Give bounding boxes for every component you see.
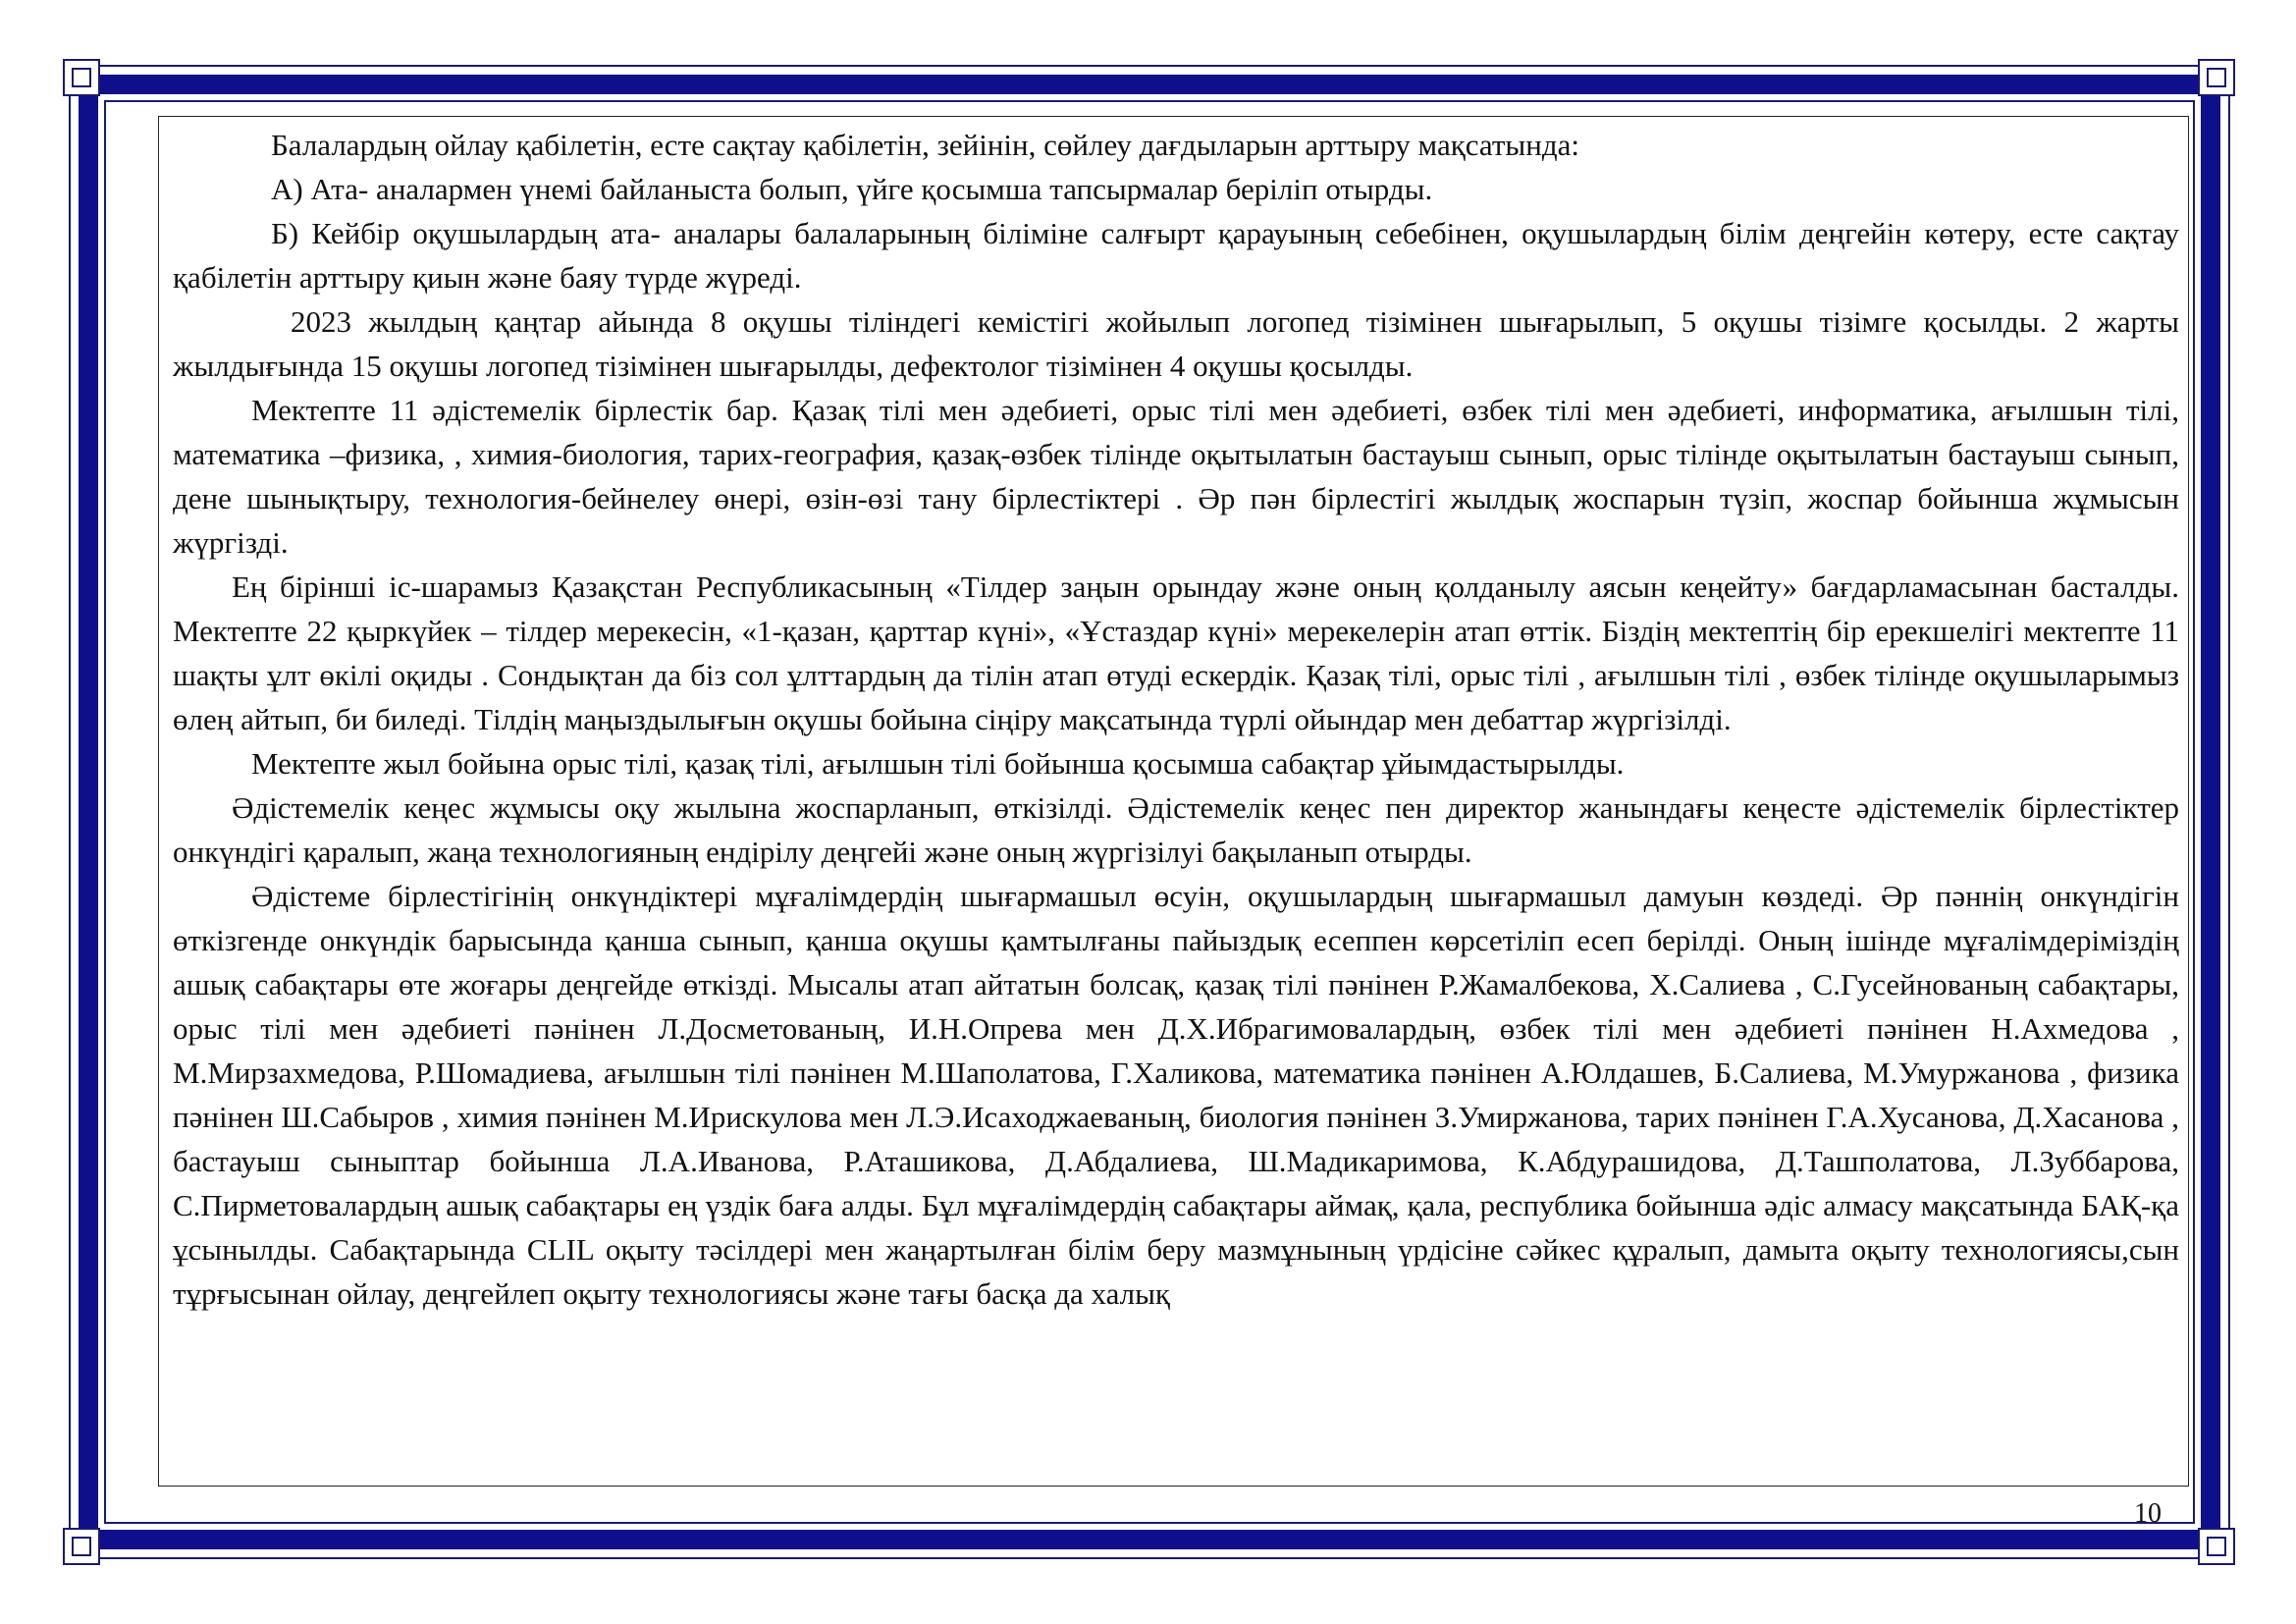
paragraph-item-b: Б) Кейбір оқушылардың ата- аналары балаларының біліміне салғырт қарауының себебінен, оқушылардың білім деңгейін көтеру, есте сақтау қабілетін арттыру қиын және баяу түрде жүреді. [173, 216, 2179, 295]
frame-corner-ornament [63, 1528, 100, 1565]
paragraph-2023-speech-therapy: 2023 жылдың қаңтар айында 8 оқушы тіліндегі кемістігі жойылып логопед тізімінен шығарылып, 5 оқушы тізімге қосылды. 2 жарты жылдығында 15 оқушы логопед тізімінен шығарылды, дефектолог тізімінен 4 оқушы қосылды. [173, 304, 2179, 383]
document-text-box [158, 116, 2189, 1487]
frame-corner-ornament [2198, 59, 2235, 96]
paragraph-intro: Балалардың ойлау қабілетін, есте сақтау қабілетін, зейінін, сөйлеу дағдыларын арттыру мақсатында: [271, 128, 1579, 162]
paragraph-item-a: А) Ата- аналармен үнемі байланыста болып, үйге қосымша тапсырмалар беріліп отырды. [271, 172, 1433, 206]
page-number: 10 [2134, 1498, 2162, 1524]
frame-corner-ornament [63, 59, 100, 96]
paragraph-methodical-associations: Мектепте 11 әдістемелік бірлестік бар. Қазақ тілі мен әдебиеті, орыс тілі мен әдебиеті, өзбек тілі мен әдебиеті, информатика, ағылшын тілі, математика –физика, , химия-биология, тарих-география, қазақ-өзбек тілінде оқытылатын бастауыш сынып, орыс тілінде оқытылатын бастауыш сынып, дене шынықтыру, технология-бейнелеу өнері, өзін-өзі тану бірлестіктері . Әр пән бірлестігі жылдық жоспарын түзіп, жоспар бойынша жұмысын жүргізді. [173, 393, 2179, 560]
frame-corner-ornament [2198, 1528, 2235, 1565]
paragraph-extra-lessons: Мектепте жыл бойына орыс тілі, қазақ тілі, ағылшын тілі бойынша қосымша сабақтар ұйымдастырылды. [251, 746, 1625, 781]
paragraph-methodical-council: Әдістемелік кеңес жұмысы оқу жылына жоспарланып, өткізілді. Әдістемелік кеңес пен директор жанындағы кеңесте әдістемелік бірлестіктер онкүндігі қаралып, жаңа технологияның ендірілу деңгейі және оның жүргізілуі бақыланып отырды. [173, 790, 2179, 869]
paragraph-subject-weeks: Әдістеме бірлестігінің онкүндіктері мұғалімдердің шығармашыл өсуін, оқушылардың шығармашыл дамуын көздеді. Әр пәннің онкүндігін өткізгенде онкүндік барысында қанша сынып, қанша оқушы қамтылғаны пайыздық есеппен көрсетіліп есеп берілді. Оның ішінде мұғалімдеріміздің ашық сабақтары өте жоғары деңгейде өткізді. Мысалы атап айтатын болсақ, қазақ тілі пәнінен Р.Жамалбекова, Х.Салиева , С.Гусейнованың сабақтары, орыс тілі мен әдебиеті пәнінен Л.Досметованың, И.Н.Опрева мен Д.Х.Ибрагимовалардың, өзбек тілі мен әдебиеті пәнінен Н.Ахмедова , М.Мирзахмедова, Р.Шомадиева, ағылшын тілі пәнінен М.Шаполатова, Г.Халикова, математика пәнінен А.Юлдашев, Б.Салиева, М.Умуржанова , физика пәнінен Ш.Сабыров , химия пәнінен М.Ирискулова мен Л.Э.Исаходжаеваның, биология пәнінен З.Умиржанова, тарих пәнінен Г.А.Хусанова, Д.Хасанова , бастауыш сыныптар бойынша Л.А.Иванова, Р.Аташикова, Д.Абдалиева, Ш.Мадикаримова, К.Абдурашидова, Д.Ташполатова, Л.Зуббарова, С.Пирметовалардың ашық сабақтары ең үздік баға алды. Бұл мұғалімдердің сабақтары аймақ, қала, республика бойынша әдіс алмасу мақсатында БАҚ-қа ұсынылды. Сабақтарында CLIL оқыту тәсілдері мен жаңартылған білім беру мазмұнының үрдісіне сәйкес құралып, дамыта оқыту технологиясы,сын тұрғысынан ойлау, деңгейлеп оқыту технологиясы және тағы басқа да халық [173, 879, 2179, 1311]
paragraph-languages-program: Ең бірінші іс-шарамыз Қазақстан Республикасының «Тілдер заңын орындау және оның қолданылу аясын кеңейту» бағдарламасынан басталды. Мектепте 22 қыркүйек – тілдер мерекесін, «1-қазан, қарттар күні», «Ұстаздар күні» мерекелерін атап өттік. Біздің мектептің бір ерекшелігі мектепте 11 шақты ұлт өкілі оқиды . Сондықтан да біз сол ұлттардың да тілін атап өтуді ескердік. Қазақ тілі, орыс тілі , ағылшын тілі , өзбек тілінде оқушыларымыз өлең айтып, би биледі. Тілдің маңыздылығын оқушы бойына сіңіру мақсатында түрлі ойындар мен дебаттар жүргізілді. [173, 569, 2179, 736]
